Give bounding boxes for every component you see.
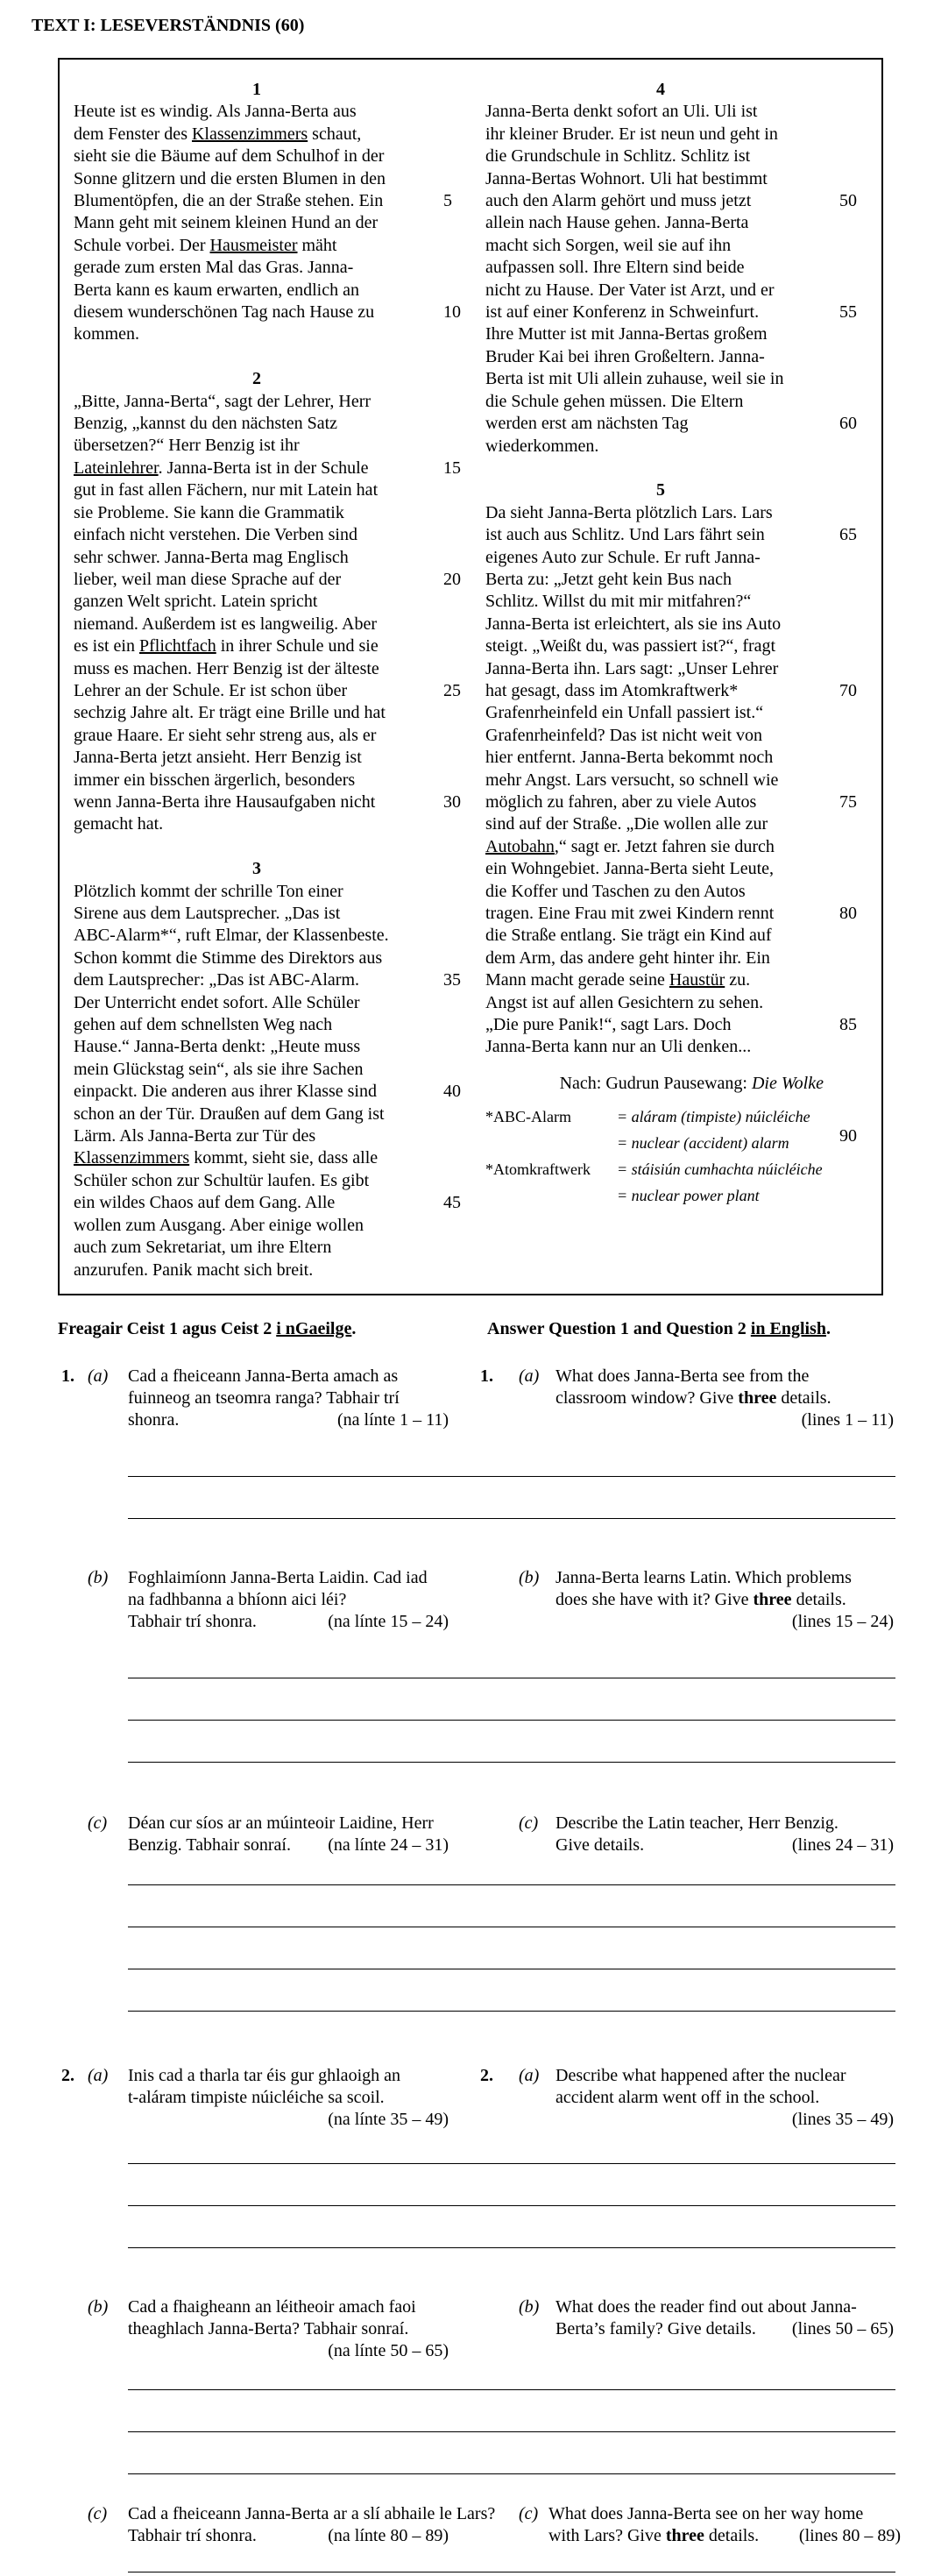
- text-line: Bruder Kai bei ihren Großeltern. Janna-: [485, 346, 765, 366]
- line-number: 70: [839, 680, 857, 700]
- line-number: 50: [839, 191, 857, 210]
- note-row: [485, 1182, 836, 1209]
- text-line: ein Wohngebiet. Janna-Berta sieht Leute,: [485, 859, 775, 879]
- answer-line[interactable]: [128, 2011, 895, 2012]
- line-number: 65: [839, 525, 857, 544]
- text-line: ein wildes Chaos auf dem Gang. Alle: [74, 1193, 336, 1213]
- source-citation: [485, 1073, 836, 1095]
- text-line: wiederkommen.: [485, 436, 599, 456]
- question-text-q1b-en: [555, 1567, 906, 1611]
- answer-line[interactable]: [128, 2205, 895, 2206]
- line-number: 85: [839, 1014, 857, 1034]
- text-line: wenn Janna-Berta ihre Hausaufgaben nicht: [74, 791, 376, 812]
- text-line: diesem wunderschönen Tag nach Hause zu: [74, 302, 375, 323]
- answer-line[interactable]: [128, 1720, 895, 1721]
- source-prefix: Nach: Gudrun Pausewang:: [559, 1073, 752, 1093]
- line-reference-q2a-ga: (na línte 35 – 49): [328, 2110, 449, 2129]
- text-line: graue Haare. Er sieht sehr streng aus, als er: [74, 725, 377, 745]
- answer-line[interactable]: [128, 1884, 895, 1885]
- text-line: einpackt. Die anderen aus ihrer Klasse sind: [74, 1082, 377, 1102]
- line-number: 15: [443, 458, 461, 478]
- text-line: Janna-Berta jetzt ansieht. Herr Benzig ist: [74, 748, 362, 768]
- text-line: Mann macht gerade seine Haustür zu.: [485, 970, 751, 990]
- text-line: ganzen Welt spricht. Latein spricht: [74, 592, 318, 612]
- text-line: Sirene aus dem Lautsprecher. „Das ist: [74, 904, 341, 923]
- text-line: ist auch aus Schlitz. Und Lars fährt sein: [485, 525, 765, 545]
- glossary-notes: [485, 1103, 836, 1209]
- text-line: dem Lautsprecher: „Das ist ABC-Alarm.: [74, 970, 360, 990]
- subquestion-label-a: (a): [88, 1366, 109, 1386]
- subquestion-label-2c-en: (c): [519, 2504, 539, 2523]
- note-spacer: [485, 1130, 617, 1156]
- answer-line[interactable]: [128, 2431, 895, 2432]
- subquestion-label-2a-en: (a): [519, 2066, 540, 2085]
- question-number-1-en: 1.: [480, 1366, 493, 1386]
- answer-line[interactable]: [128, 1762, 895, 1763]
- instruction-english: [487, 1319, 831, 1339]
- text-line: auch zum Sekretariat, um ihre Eltern: [74, 1238, 332, 1258]
- text-line: hier entfernt. Janna-Berta bekommt noch: [485, 748, 774, 768]
- line-number: 80: [839, 903, 857, 923]
- answer-line[interactable]: [128, 1476, 895, 1477]
- line-reference-q1c-ga: (na línte 24 – 31): [328, 1835, 449, 1855]
- text-line: einfach nicht verstehen. Die Verben sind: [74, 525, 357, 545]
- text-line: dem Fenster des Klassenzimmers schaut,: [74, 124, 362, 144]
- paragraph-number: 5: [656, 480, 665, 500]
- text-line: gerade zum ersten Mal das Gras. Janna-: [74, 258, 354, 278]
- line-number: 45: [443, 1193, 461, 1212]
- line-number: 5: [443, 191, 452, 210]
- line-number: 25: [443, 680, 461, 700]
- paragraph-gap: [74, 836, 440, 858]
- question-line: Cad a fheiceann Janna-Berta ar a slí abhaile le Lars?: [128, 2504, 496, 2523]
- question-text-q2a-ga: [128, 2065, 478, 2109]
- line-reference-q2b-en: (lines 50 – 65): [791, 2319, 894, 2338]
- text-line: die Koffer und Taschen zu den Autos: [485, 881, 746, 901]
- instruction-underlined: i nGaeilge: [276, 1319, 352, 1338]
- line-number: 40: [443, 1082, 461, 1101]
- text-line: sechzig Jahre alt. Er trägt eine Brille und hat: [74, 703, 386, 723]
- text-line: nicht zu Hause. Der Vater ist Arzt, und er: [485, 280, 775, 300]
- line-number: 30: [443, 791, 461, 812]
- question-text-q1a-en: [555, 1366, 906, 1409]
- note-row: [485, 1103, 836, 1130]
- subquestion-label-2b-en: (b): [519, 2297, 540, 2317]
- question-line: Tabhair trí shonra.: [128, 1612, 257, 1631]
- subquestion-label-b: (b): [88, 1568, 109, 1587]
- answer-line[interactable]: [128, 1518, 895, 1519]
- question-line: classroom window? Give three details.: [555, 1388, 831, 1408]
- note-term: *ABC-Alarm: [485, 1108, 571, 1126]
- text-line: steigt. „Weißt du, was passiert ist?“, fragt: [485, 636, 776, 656]
- text-column-left: [74, 79, 440, 1281]
- instruction-irish: [58, 1319, 356, 1339]
- question-line: Cad a fheiceann Janna-Berta amach as: [128, 1366, 399, 1386]
- question-line: Tabhair trí shonra.: [128, 2526, 257, 2545]
- text-line: mein Glückstag sein“, als sie ihre Sachen: [74, 1059, 364, 1079]
- answer-line[interactable]: [128, 2247, 895, 2248]
- text-line: sie Probleme. Sie kann die Grammatik: [74, 502, 344, 522]
- question-line: Benzig. Tabhair sonraí.: [128, 1835, 291, 1855]
- text-line: sieht sie die Bäume auf dem Schulhof in der: [74, 146, 385, 167]
- section-heading: TEXT I: LESEVERSTÄNDNIS (60): [32, 16, 305, 35]
- line-reference-q2a-en: (lines 35 – 49): [791, 2110, 894, 2129]
- note-spacer: [485, 1182, 617, 1209]
- subquestion-label-c: (c): [88, 1813, 108, 1833]
- question-line: Give details.: [555, 1835, 645, 1855]
- question-line: Berta’s family? Give details.: [555, 2319, 756, 2338]
- text-line: sehr schwer. Janna-Berta mag Englisch: [74, 547, 349, 567]
- text-line: möglich zu fahren, aber zu viele Autos: [485, 791, 757, 812]
- instruction-underlined: in English: [750, 1319, 826, 1338]
- instruction-text: .: [825, 1319, 831, 1338]
- text-line: Lehrer an der Schule. Er ist schon über: [74, 680, 348, 700]
- question-line: Déan cur síos ar an múinteoir Laidine, Herr: [128, 1813, 434, 1833]
- text-line: immer ein bisschen ärgerlich, besonders: [74, 770, 356, 790]
- note-row: [485, 1156, 836, 1182]
- text-line: Janna-Berta denkt sofort an Uli. Uli ist: [485, 102, 758, 122]
- question-line: Janna-Berta learns Latin. Which problems: [555, 1568, 852, 1587]
- subquestion-label-2a: (a): [88, 2066, 109, 2085]
- text-line: Der Unterricht endet sofort. Alle Schüler: [74, 992, 360, 1012]
- paragraph-gap: [74, 346, 440, 368]
- text-line: „Bitte, Janna-Berta“, sagt der Lehrer, Herr: [74, 391, 372, 411]
- subquestion-label-2b: (b): [88, 2297, 109, 2317]
- text-line: ABC-Alarm*“, ruft Elmar, der Klassenbeste.: [74, 926, 389, 946]
- line-reference-q1a-en: (lines 1 – 11): [801, 1410, 894, 1430]
- text-line: Blumentöpfen, die an der Straße stehen. Ein: [74, 191, 384, 211]
- question-line: Inis cad a tharla tar éis gur ghlaoigh an: [128, 2066, 400, 2085]
- text-line: Heute ist es windig. Als Janna-Berta aus: [74, 102, 357, 122]
- question-line: does she have with it? Give three details.: [555, 1590, 846, 1609]
- line-number: 35: [443, 970, 461, 990]
- text-line: gemacht hat.: [74, 814, 164, 834]
- text-line: Schule vorbei. Der Hausmeister mäht: [74, 235, 337, 255]
- text-column-right: [485, 79, 836, 1209]
- text-line: Janna-Bertas Wohnort. Uli hat bestimmt: [485, 168, 768, 188]
- text-line: Klassenzimmers kommt, sieht sie, dass alle: [74, 1148, 379, 1168]
- question-text-q2a-en: [555, 2065, 906, 2109]
- note-row: [485, 1130, 836, 1156]
- question-line: theaghlach Janna-Berta? Tabhair sonraí.: [128, 2319, 409, 2338]
- text-line: anzurufen. Panik macht sich breit.: [74, 1260, 314, 1280]
- note-term: *Atomkraftwerk: [485, 1160, 591, 1179]
- text-line: „Die pure Panik!“, sagt Lars. Doch: [485, 1015, 732, 1035]
- line-reference-q1b-en: (lines 15 – 24): [791, 1612, 894, 1631]
- line-reference-q1a-ga: (na línte 1 – 11): [336, 1410, 449, 1430]
- note-translation-en: = nuclear power plant: [617, 1187, 760, 1205]
- line-reference-q1b-ga: (na línte 15 – 24): [328, 1612, 449, 1631]
- text-line: sind auf der Straße. „Die wollen alle zur: [485, 814, 768, 834]
- paragraph-number: 4: [656, 80, 665, 99]
- text-line: Da sieht Janna-Berta plötzlich Lars. Lars: [485, 502, 773, 522]
- line-reference-q1c-en: (lines 24 – 31): [791, 1835, 894, 1855]
- question-line: Foghlaimíonn Janna-Berta Laidin. Cad iad: [128, 1568, 428, 1587]
- question-number-2: 2.: [61, 2066, 74, 2085]
- text-line: Berta ist mit Uli allein zuhause, weil sie in: [485, 369, 784, 389]
- text-line: auch den Alarm gehört und muss jetzt: [485, 191, 752, 211]
- line-reference-q2c-ga: (na línte 80 – 89): [328, 2526, 449, 2545]
- question-number-2-en: 2.: [480, 2066, 493, 2085]
- text-line: muss es machen. Herr Benzig ist der älteste: [74, 658, 379, 678]
- line-number: 20: [443, 569, 461, 589]
- question-line: Cad a fhaigheann an léitheoir amach faoi: [128, 2297, 416, 2317]
- text-line: Schlitz. Willst du mit mir mitfahren?“: [485, 592, 752, 612]
- paragraph-number: 2: [252, 369, 261, 389]
- paragraph-number: 3: [252, 859, 261, 879]
- text-line: es ist ein Pflichtfach in ihrer Schule und sie: [74, 636, 379, 656]
- question-line: shonra.: [128, 1410, 180, 1430]
- line-number: 90: [839, 1125, 857, 1146]
- question-line: fuinneog an tseomra ranga? Tabhair trí: [128, 1388, 400, 1408]
- text-line: kommen.: [74, 324, 139, 344]
- text-line: allein nach Hause gehen. Janna-Berta: [485, 213, 749, 233]
- text-line: Ihre Mutter ist mit Janna-Bertas großem: [485, 324, 768, 344]
- text-line: Lateinlehrer. Janna-Berta ist in der Schule: [74, 458, 369, 478]
- text-line: Plötzlich kommt der schrille Ton einer: [74, 881, 343, 901]
- instruction-text: Answer Question 1 and Question 2: [487, 1319, 751, 1338]
- answer-line[interactable]: [128, 2389, 895, 2390]
- text-line: hat gesagt, dass im Atomkraftwerk*: [485, 680, 739, 700]
- question-number-1: 1.: [61, 1366, 74, 1386]
- question-line: accident alarm went off in the school.: [555, 2088, 820, 2107]
- source-title: Die Wolke: [751, 1073, 824, 1093]
- answer-line[interactable]: [128, 2473, 895, 2474]
- question-line: What does the reader find out about Janna-: [555, 2297, 857, 2317]
- reading-text-box: [58, 58, 883, 1295]
- text-line: gehen auf dem schnellsten Weg nach: [74, 1015, 333, 1035]
- line-number: 75: [839, 791, 857, 812]
- subquestion-label-b-en: (b): [519, 1568, 540, 1587]
- subquestion-label-c-en: (c): [519, 1813, 539, 1833]
- text-line: schon an der Tür. Draußen auf dem Gang ist: [74, 1103, 385, 1124]
- line-reference-q2c-en: (lines 80 – 89): [798, 2526, 901, 2545]
- text-line: Hause.“ Janna-Berta denkt: „Heute muss: [74, 1037, 361, 1057]
- text-line: Berta zu: „Jetzt geht kein Bus nach: [485, 569, 732, 589]
- text-line: Berta kann es kaum erwarten, endlich an: [74, 280, 359, 300]
- text-line: Angst ist auf allen Gesichtern zu sehen.: [485, 992, 764, 1012]
- note-translation-en: = nuclear (accident) alarm: [617, 1134, 789, 1153]
- text-line: Grafenrheinfeld ein Unfall passiert ist.“: [485, 703, 764, 723]
- paragraph-number: 1: [252, 80, 261, 99]
- text-line: tragen. Eine Frau mit zwei Kindern rennt: [485, 904, 775, 924]
- text-line: aufpassen soll. Ihre Eltern sind beide: [485, 258, 745, 278]
- text-line: Sonne glitzern und die ersten Blumen in den: [74, 168, 386, 188]
- question-line: Describe what happened after the nuclear: [555, 2066, 846, 2085]
- text-line: die Grundschule in Schlitz. Schlitz ist: [485, 146, 751, 167]
- text-line: wollen zum Ausgang. Aber einige wollen: [74, 1215, 364, 1235]
- text-line: niemand. Außerdem ist es langweilig. Aber: [74, 614, 378, 634]
- text-line: Schon kommt die Stimme des Direktors aus: [74, 947, 383, 968]
- question-line: na fadhbanna a bhíonn aici léi?: [128, 1590, 347, 1609]
- text-line: dem Arm, das andere geht hinter ihr. Ein: [485, 947, 770, 968]
- text-line: Janna-Berta ihn. Lars sagt: „Unser Lehrer: [485, 658, 779, 678]
- line-number: 55: [839, 302, 857, 322]
- question-text-q2b-ga: [128, 2296, 478, 2340]
- text-line: die Straße entlang. Sie trägt ein Kind auf: [485, 926, 772, 946]
- text-line: lieber, weil man diese Sprache auf der: [74, 569, 342, 589]
- note-translation-ga: = stáisiún cumhachta núicléiche: [617, 1160, 823, 1179]
- note-translation-ga: = aláram (timpiste) núicléiche: [617, 1108, 810, 1126]
- paragraph-gap: [485, 458, 836, 479]
- text-line: die Schule gehen müssen. Die Eltern: [485, 391, 744, 411]
- instruction-text: Freagair Ceist 1 agus Ceist 2: [58, 1319, 277, 1338]
- question-line: Describe the Latin teacher, Herr Benzig.: [555, 1813, 839, 1833]
- text-line: mehr Angst. Lars versucht, so schnell wie: [485, 770, 779, 790]
- line-number: 60: [839, 414, 857, 433]
- subquestion-label-a-en: (a): [519, 1366, 540, 1386]
- text-line: macht sich Sorgen, weil sie auf ihn: [485, 235, 732, 255]
- text-line: eigenes Auto zur Schule. Er ruft Janna-: [485, 547, 761, 567]
- text-line: übersetzen?“ Herr Benzig ist ihr: [74, 436, 300, 456]
- text-line: Benzig, „kannst du den nächsten Satz: [74, 414, 338, 434]
- text-line: Janna-Berta ist erleichtert, als sie ins Auto: [485, 614, 782, 634]
- line-reference-q2b-ga: (na línte 50 – 65): [328, 2341, 449, 2360]
- text-line: Schüler schon zur Schultür laufen. Es gibt: [74, 1170, 370, 1190]
- text-line: Janna-Berta kann nur an Uli denken...: [485, 1037, 752, 1057]
- text-line: Autobahn,“ sagt er. Jetzt fahren sie durch: [485, 836, 775, 856]
- question-line: What does Janna-Berta see from the: [555, 1366, 810, 1386]
- question-line: What does Janna-Berta see on her way home: [548, 2504, 864, 2523]
- answer-line[interactable]: [128, 2163, 895, 2164]
- line-number: 10: [443, 302, 461, 322]
- text-line: Mann geht mit seinem kleinen Hund an der: [74, 213, 379, 233]
- instruction-text: .: [351, 1319, 357, 1338]
- question-line: with Lars? Give three details.: [548, 2526, 760, 2545]
- text-line: werden erst am nächsten Tag: [485, 414, 689, 434]
- text-line: ist auf einer Konferenz in Schweinfurt.: [485, 302, 760, 323]
- question-line: t-aláram timpiste núicléiche sa scoil.: [128, 2088, 385, 2107]
- text-line: gut in fast allen Fächern, nur mit Latein hat: [74, 480, 379, 500]
- text-line: ihr kleiner Bruder. Er ist neun und geht in: [485, 124, 778, 144]
- text-line: Grafenrheinfeld? Das ist nicht weit von: [485, 725, 763, 745]
- text-line: Lärm. Als Janna-Berta zur Tür des: [74, 1126, 316, 1146]
- subquestion-label-2c: (c): [88, 2504, 108, 2523]
